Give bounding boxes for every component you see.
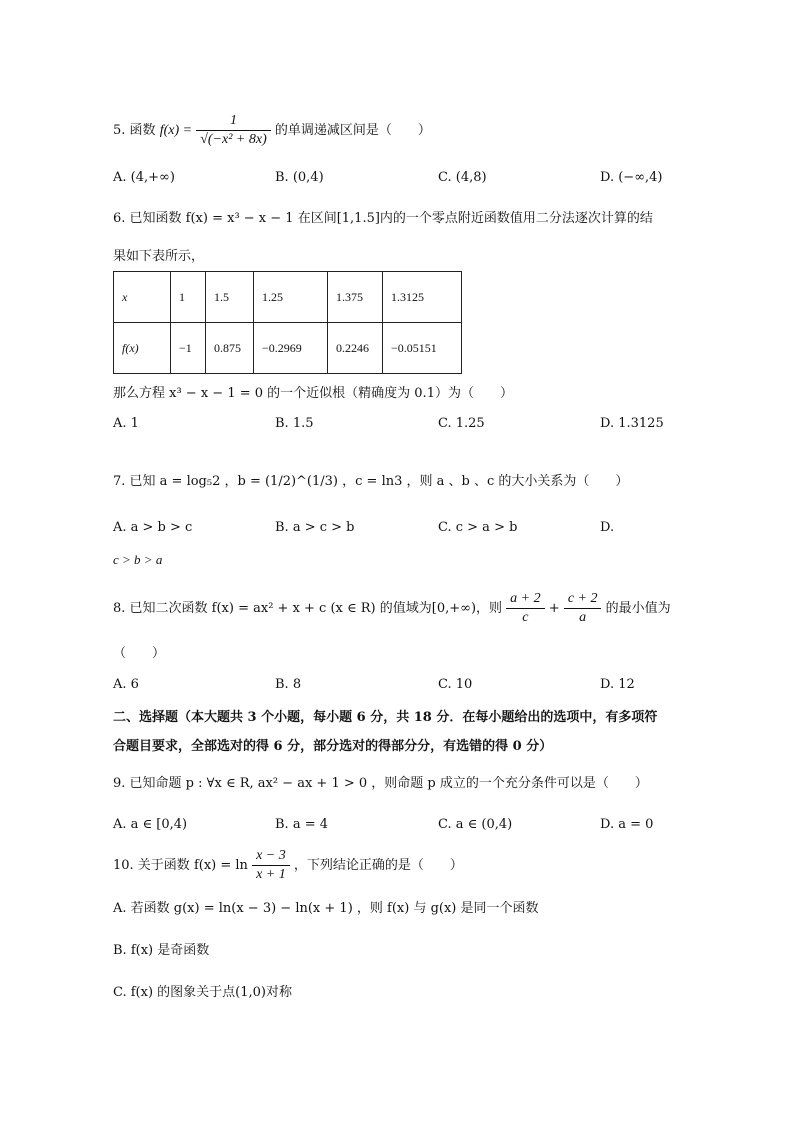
- q7-option-b[interactable]: B. a > c > b: [275, 520, 355, 535]
- q5-option-a[interactable]: A. (4,+∞): [113, 170, 175, 185]
- q8-frac1-num: a + 2: [506, 590, 544, 609]
- q6-table: [113, 271, 462, 374]
- q8-suffix: 的最小值为: [605, 601, 671, 616]
- q5-option-b[interactable]: B. (0,4): [275, 170, 324, 185]
- q8-stem: [113, 590, 671, 627]
- q10-option-b[interactable]: B. f(x) 是奇函数: [113, 943, 210, 958]
- q5-stem: [113, 112, 431, 149]
- q9-option-d[interactable]: D. a = 0: [600, 817, 654, 832]
- q9-stem: 9. 已知命题 p : ∀x ∈ R, ax² − ax + 1 > 0 ，则命题 p 成立的一个充分条件可以是（ ）: [113, 776, 648, 791]
- q8-option-a[interactable]: A. 6: [113, 677, 139, 692]
- q8-plus: +: [548, 601, 560, 616]
- q5-formula-lhs: f(x) =: [159, 123, 193, 138]
- q9-option-c[interactable]: C. a ∈ (0,4): [438, 817, 513, 832]
- section2-heading-line2: 合题目要求，全部选对的得 6 分，部分选对的得部分分，有选错的得 0 分）: [113, 739, 553, 754]
- table-cell: 1.3125: [383, 272, 462, 323]
- table-row: [114, 272, 462, 323]
- q6-option-d[interactable]: D. 1.3125: [600, 416, 664, 431]
- table-cell: 0.2246: [328, 323, 383, 374]
- q10-suffix: ，下列结论正确的是（ ）: [293, 858, 463, 873]
- table-cell: 1.375: [328, 272, 383, 323]
- q6-stem-line3: 那么方程 x³ − x − 1 = 0 的一个近似根（精确度为 0.1）为（ ）: [113, 386, 513, 401]
- q10-stem: [113, 847, 463, 884]
- table-cell: −0.05151: [383, 323, 462, 374]
- q8-prefix: 8. 已知二次函数 f(x) = ax² + x + c (x ∈ R) 的值域为[0,+∞)，则: [113, 601, 503, 616]
- q6-option-c[interactable]: C. 1.25: [438, 416, 485, 431]
- q10-frac-num: x − 3: [252, 847, 290, 866]
- q5-formula-fraction: [196, 112, 271, 149]
- table-cell: f(x): [114, 323, 171, 374]
- q6-stem-line2: 果如下表所示，: [113, 249, 205, 264]
- q8-option-d[interactable]: D. 12: [600, 677, 635, 692]
- q9-option-b[interactable]: B. a = 4: [275, 817, 328, 832]
- table-cell: 1: [171, 272, 206, 323]
- q8-fraction-2: [564, 590, 602, 627]
- q5-prefix: 5. 函数: [113, 123, 156, 138]
- q10-fraction: [252, 847, 290, 884]
- table-cell: 1.25: [254, 272, 328, 323]
- q7-option-a[interactable]: A. a > b > c: [113, 520, 193, 535]
- table-cell: 1.5: [206, 272, 254, 323]
- q5-option-c[interactable]: C. (4,8): [438, 170, 487, 185]
- q5-option-d[interactable]: D. (−∞,4): [600, 170, 663, 185]
- q5-formula-num: 1: [196, 112, 271, 131]
- q8-paren: （ ）: [113, 646, 166, 661]
- q9-option-a[interactable]: A. a ∈ [0,4): [113, 817, 188, 832]
- table-cell: x: [114, 272, 171, 323]
- section2-heading-line1: 二、选择题（本大题共 3 个小题，每小题 6 分，共 18 分．在每小题给出的选项中，有多项符: [113, 710, 658, 725]
- q5-suffix: 的单调递减区间是（ ）: [274, 123, 431, 138]
- table-cell: 0.875: [206, 323, 254, 374]
- q10-option-a[interactable]: A. 若函数 g(x) = ln(x − 3) − ln(x + 1) ，则 f(x) 与 g(x) 是同一个函数: [113, 901, 539, 916]
- q10-option-c[interactable]: C. f(x) 的图象关于点(1,0)对称: [113, 985, 292, 1000]
- q8-frac2-den: a: [579, 610, 587, 625]
- q5-formula-den: √(−x² + 8x): [200, 132, 267, 147]
- q8-fraction-1: [506, 590, 544, 627]
- q8-frac1-den: c: [522, 610, 529, 625]
- table-row: [114, 323, 462, 374]
- q8-frac2-num: c + 2: [564, 590, 602, 609]
- q6-option-a[interactable]: A. 1: [113, 416, 139, 431]
- q7-option-d-wrap: c > b > a: [113, 552, 163, 567]
- table-cell: −0.2969: [254, 323, 328, 374]
- q7-option-d[interactable]: D.: [600, 520, 615, 535]
- q7-stem: 7. 已知 a = log₅2 ，b = (1/2)^(1/3) ，c = ln3 ，则 a 、b 、c 的大小关系为（ ）: [113, 474, 629, 489]
- q10-prefix: 10. 关于函数 f(x) = ln: [113, 858, 248, 873]
- q8-option-c[interactable]: C. 10: [438, 677, 473, 692]
- q8-option-b[interactable]: B. 8: [275, 677, 302, 692]
- q10-frac-den: x + 1: [256, 867, 286, 882]
- table-cell: −1: [171, 323, 206, 374]
- q7-option-c[interactable]: C. c > a > b: [438, 520, 518, 535]
- q6-stem-line1: 6. 已知函数 f(x) = x³ − x − 1 在区间[1,1.5]内的一个零点附近函数值用二分法逐次计算的结: [113, 211, 653, 226]
- q6-option-b[interactable]: B. 1.5: [275, 416, 314, 431]
